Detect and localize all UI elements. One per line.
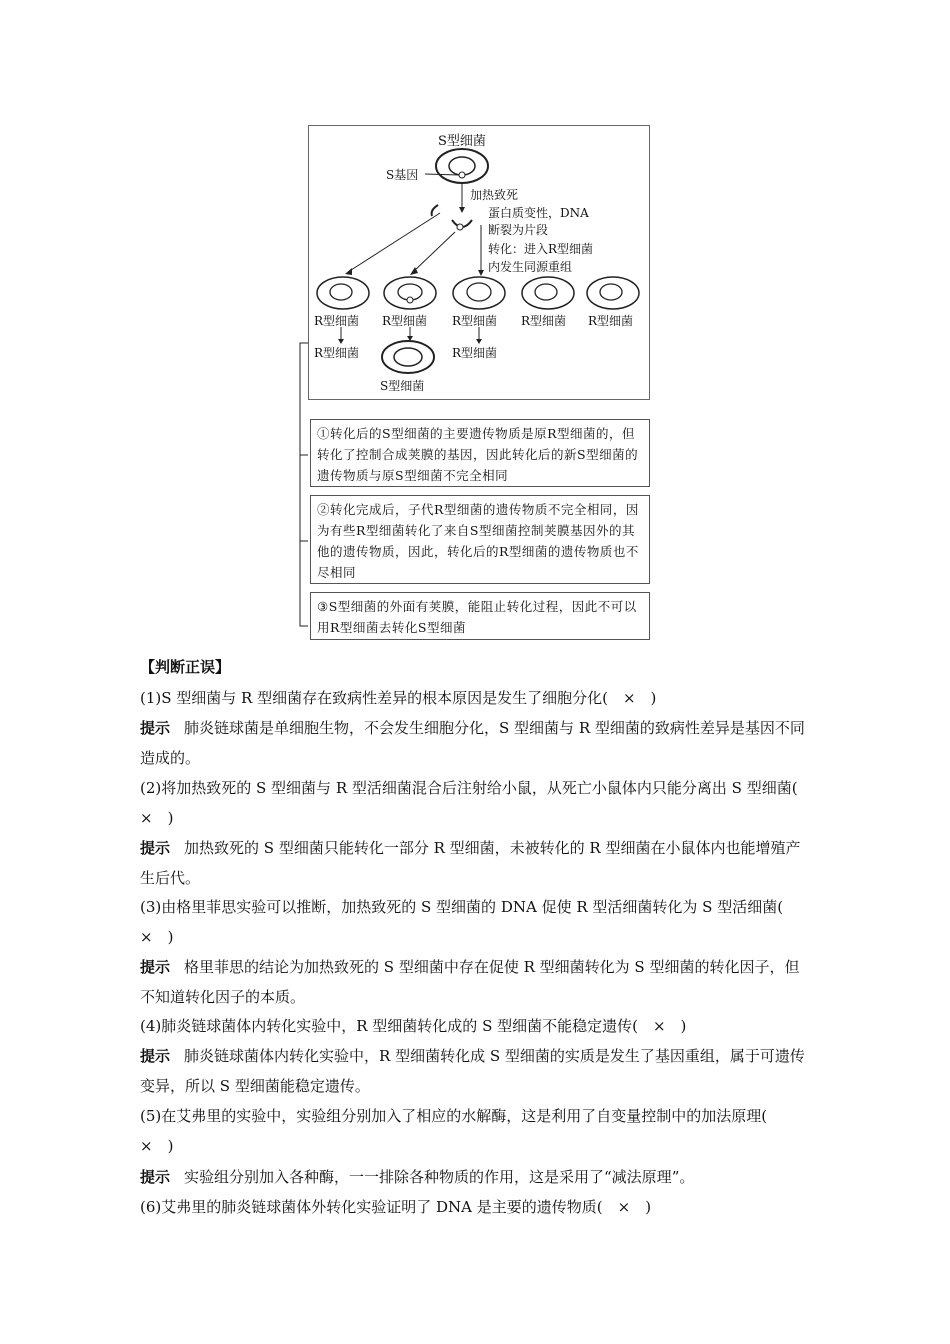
hint-4 (140, 1041, 812, 1101)
hint-label: 提示 (140, 1047, 171, 1065)
r-cell-label: R型细菌 (314, 314, 360, 328)
note-1: ①转化后的S型细菌的主要遗传物质是原R型细菌的，但转化了控制合成荚膜的基因，因此转化后的新S型细菌的遗传物质与原S型细菌不完全相同 (310, 419, 650, 487)
hint-label: 提示 (140, 839, 171, 857)
hint-text: 格里菲思的结论为加热致死的 S 型细菌中存在促使 R 型细菌转化为 S 型细菌的转化因子，但不知道转化因子的本质。 (140, 958, 800, 1006)
offspring-left-label: R型细菌 (314, 346, 360, 360)
section-title: 【判断正误】 (140, 658, 231, 676)
question-4: (4)肺炎链球菌体内转化实验中，R 型细菌转化成的 S 型细菌不能稳定遗传( × ) (140, 1017, 687, 1035)
top-s-label: S型细菌 (438, 134, 486, 149)
offspring-right-label: R型细菌 (452, 346, 498, 360)
question-1: (1)S 型细菌与 R 型细菌存在致病性差异的根本原因是发生了细胞分化( × ) (140, 689, 657, 707)
hint-label: 提示 (140, 719, 171, 737)
offspring-s-cell (382, 341, 434, 373)
denature-label-2: 断裂为片段 (488, 223, 549, 237)
hint-text: 实验组分别加入各种酶，一一排除各种物质的作用，这是采用了“减法原理”。 (184, 1168, 695, 1186)
note-3: ③S型细菌的外面有荚膜，能阻止转化过程，因此不可以用R型细菌去转化S型细菌 (310, 592, 650, 640)
question-5: (5)在艾弗里的实验中，实验组分别加入了相应的水解酶，这是利用了自变量控制中的加法原理( × ) (140, 1107, 783, 1155)
hint-label: 提示 (140, 1168, 171, 1186)
dna-fragment-dot (457, 224, 463, 230)
transform-label-1: 转化：进入R型细菌 (488, 242, 594, 256)
hint-1 (140, 713, 812, 773)
hint-text: 加热致死的 S 型细菌只能转化一部分 R 型细菌，未被转化的 R 型细菌在小鼠体内也能增殖产生后代。 (140, 839, 801, 887)
question-3: (3)由格里菲思实验可以推断，加热致死的 S 型细菌的 DNA 促使 R 型活细菌转化为 S 型活细菌( × ) (140, 898, 799, 946)
hint-text: 肺炎链球菌体内转化实验中，R 型细菌转化成 S 型细菌的实质是发生了基因重组，属于可遗传变异，所以 S 型细菌能稳定遗传。 (140, 1047, 805, 1095)
hint-2 (140, 833, 812, 893)
heat-label: 加热致死 (470, 188, 519, 202)
r-cell-label: R型细菌 (521, 314, 567, 328)
denature-label-1: 蛋白质变性，DNA (488, 206, 589, 220)
note-2: ②转化完成后，子代R型细菌的遗传物质不完全相同，因为有些R型细菌转化了来自S型细菌控制荚膜基因外的其他的遗传物质，因此，转化后的R型细菌的遗传物质也不尽相同 (310, 495, 650, 584)
hint-label: 提示 (140, 958, 171, 976)
s-gene-label: S基因 (386, 168, 419, 182)
hint-5 (140, 1162, 812, 1192)
s-gene-dot (459, 172, 465, 178)
r-cell-label: R型细菌 (588, 314, 634, 328)
hint-3 (140, 952, 812, 1012)
offspring-mid-label: S型细菌 (380, 379, 425, 393)
question-6: (6)艾弗里的肺炎链球菌体外转化实验证明了 DNA 是主要的遗传物质( × ) (140, 1198, 652, 1216)
question-2: (2)将加热致死的 S 型细菌与 R 型活细菌混合后注射给小鼠，从死亡小鼠体内只能分离出 S 型细菌( × ) (140, 779, 813, 827)
notes-bracket (300, 343, 308, 626)
r-cell-label: R型细菌 (452, 314, 498, 328)
r-cell-label: R型细菌 (382, 314, 428, 328)
transform-label-2: 内发生同源重组 (488, 260, 573, 274)
hint-text: 肺炎链球菌是单细胞生物，不会发生细胞分化，S 型细菌与 R 型细菌的致病性差异是基因不同造成的。 (140, 719, 805, 767)
gene-pointer (425, 174, 459, 175)
